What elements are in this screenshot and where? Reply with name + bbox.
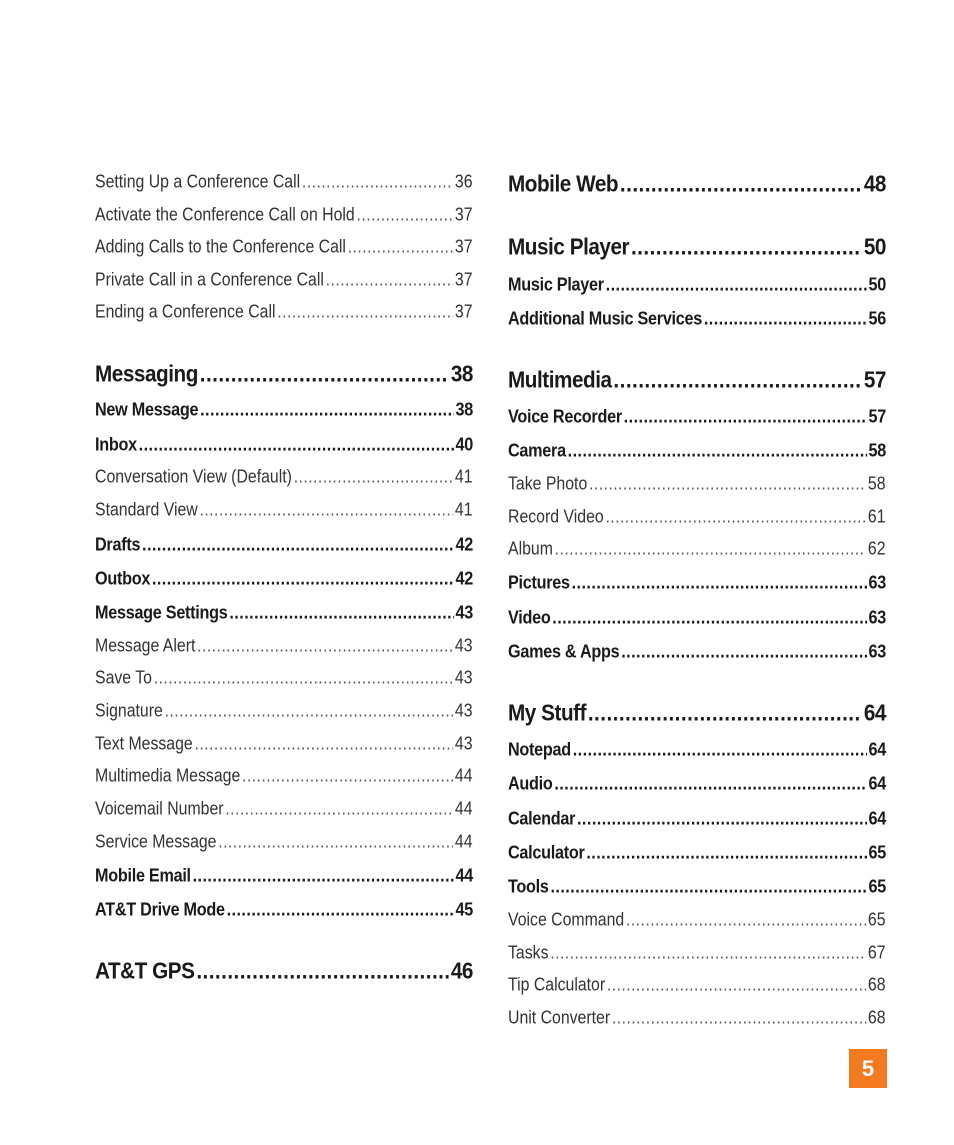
toc-entry-section[interactable] [508,608,886,629]
toc-entry-page: 43 [454,733,473,754]
toc-entry-title: Notepad [508,739,571,760]
toc-entry-title: Calculator [508,842,585,863]
toc-leader-dots [302,172,453,193]
toc-leader-dots [550,877,866,898]
toc-leader-dots [620,171,862,198]
toc-entry-section[interactable] [95,900,473,921]
toc-entry-page: 42 [455,568,473,589]
toc-entry-section[interactable] [95,435,473,456]
toc-entry-page: 43 [454,635,473,656]
toc-entry-page: 38 [450,360,473,387]
toc-entry-page: 50 [863,233,886,260]
toc-entry-page: 37 [454,236,473,257]
toc-leader-dots [165,701,454,722]
toc-entry-title: Conversation View (Default) [95,466,292,487]
toc-entry-page: 58 [868,440,886,461]
toc-leader-dots [704,309,867,330]
toc-leader-dots [613,367,862,394]
toc-leader-dots [326,270,453,291]
toc-entry-page: 36 [454,171,473,192]
toc-entry-page: 45 [455,899,473,920]
toc-leader-dots [554,774,866,795]
toc-entry-page: 64 [868,773,886,794]
toc-entry-page: 44 [454,831,473,852]
toc-entry-title: Audio [508,773,553,794]
toc-entry-title: Messaging [95,360,198,387]
toc-entry-title: Adding Calls to the Conference Call [95,236,346,257]
toc-leader-dots [606,275,867,296]
toc-entry-page: 67 [867,942,886,963]
toc-entry-title: Take Photo [508,473,588,494]
toc-entry-page: 50 [868,274,886,295]
toc-entry-sub[interactable] [95,668,473,689]
toc-entry-sub[interactable] [95,766,473,787]
toc-entry-title: Camera [508,440,566,461]
toc-leader-dots [225,799,453,820]
toc-entry-chapter[interactable] [508,700,886,727]
toc-entry-sub[interactable] [508,975,886,996]
toc-entry-page: 56 [868,308,886,329]
toc-entry-section[interactable] [508,309,886,330]
toc-entry-title: Message Alert [95,635,196,656]
toc-leader-dots [573,740,867,761]
toc-entry-sub[interactable] [95,270,473,291]
toc-entry-sub[interactable] [95,500,473,521]
toc-entry-section[interactable] [508,809,886,830]
toc-entry-title: Save To [95,667,152,688]
toc-leader-dots [612,1008,866,1029]
toc-leader-dots [200,500,454,521]
toc-entry-sub[interactable] [95,734,473,755]
toc-entry-sub[interactable] [95,172,473,193]
toc-entry-page: 64 [863,699,886,726]
page-number-badge [849,1049,887,1088]
toc-entry-title: Text Message [95,733,193,754]
toc-entry-sub[interactable] [95,205,473,226]
toc-leader-dots [193,866,454,887]
toc-entry-page: 68 [867,1007,886,1028]
toc-entry-chapter[interactable] [95,958,473,985]
toc-entry-page: 41 [454,466,473,487]
toc-entry-page: 48 [863,170,886,197]
toc-entry-title: Mobile Email [95,865,191,886]
toc-entry-chapter[interactable] [508,367,886,394]
toc-entry-sub[interactable] [508,474,886,495]
toc-leader-dots [631,234,862,261]
toc-entry-title: Calendar [508,808,576,829]
toc-entry-page: 41 [454,499,473,520]
toc-entry-title: Setting Up a Conference Call [95,171,301,192]
toc-leader-dots [588,700,862,727]
toc-leader-dots [586,843,866,864]
toc-entry-page: 61 [867,506,886,527]
toc-entry-page: 43 [454,700,473,721]
toc-entry-section[interactable] [508,843,886,864]
toc-leader-dots [139,435,454,456]
toc-entry-title: Private Call in a Conference Call [95,269,324,290]
toc-leader-dots [294,467,453,488]
toc-leader-dots [218,832,453,853]
toc-leader-dots [142,535,454,556]
toc-entry-page: 37 [454,301,473,322]
toc-entry-title: Voice Recorder [508,406,622,427]
toc-entry-page: 43 [454,667,473,688]
toc-entry-title: Tasks [508,942,549,963]
toc-leader-dots [568,441,867,462]
toc-entry-sub[interactable] [95,302,473,323]
toc-entry-sub[interactable] [95,799,473,820]
toc-leader-dots [589,474,866,495]
toc-entry-page: 44 [454,798,473,819]
toc-entry-page: 37 [454,204,473,225]
toc-entry-section[interactable] [508,275,886,296]
toc-entry-page: 58 [867,473,886,494]
toc-leader-dots [552,608,866,629]
toc-entry-title: New Message [95,399,199,420]
toc-leader-dots [605,507,866,528]
toc-leader-dots [572,573,867,594]
toc-entry-page: 65 [867,909,886,930]
toc-entry-section[interactable] [508,407,886,428]
toc-entry-page: 40 [455,434,473,455]
toc-entry-page: 65 [868,842,886,863]
toc-entry-page: 65 [868,876,886,897]
toc-leader-dots [624,407,867,428]
toc-entry-title: Games & Apps [508,641,620,662]
toc-entry-page: 68 [867,974,886,995]
toc-leader-dots [626,910,866,931]
toc-leader-dots [357,205,454,226]
toc-entry-title: Voice Command [508,909,625,930]
toc-entry-sub[interactable] [95,467,473,488]
toc-entry-title: Drafts [95,534,141,555]
toc-leader-dots [194,734,453,755]
toc-entry-section[interactable] [95,535,473,556]
toc-entry-sub[interactable] [95,701,473,722]
toc-entry-title: Unit Converter [508,1007,611,1028]
toc-leader-dots [348,237,453,258]
toc-entry-section[interactable] [508,740,886,761]
toc-entry-section[interactable] [508,642,886,663]
toc-entry-section[interactable] [508,774,886,795]
toc-entry-chapter[interactable] [95,361,473,388]
toc-entry-sub[interactable] [508,943,886,964]
toc-leader-dots [200,400,454,421]
toc-entry-page: 37 [454,269,473,290]
toc-entry-sub[interactable] [508,507,886,528]
toc-leader-dots [152,569,454,590]
toc-entry-title: Album [508,538,553,559]
toc-entry-section[interactable] [95,569,473,590]
toc-entry-page: 63 [868,572,886,593]
toc-leader-dots [229,603,453,624]
toc-entry-page: 57 [868,406,886,427]
toc-entry-sub[interactable] [95,636,473,657]
toc-leader-dots [154,668,453,689]
toc-entry-section[interactable] [508,877,886,898]
toc-entry-title: Music Player [508,274,604,295]
toc-entry-sub[interactable] [508,910,886,931]
toc-entry-page: 63 [868,641,886,662]
toc-entry-section[interactable] [95,603,473,624]
toc-entry-section[interactable] [508,573,886,594]
toc-entry-title: Inbox [95,434,137,455]
toc-entry-page: 46 [450,957,473,984]
toc-entry-title: My Stuff [508,699,587,726]
toc-entry-title: Record Video [508,506,604,527]
toc-entry-title: AT&T Drive Mode [95,899,225,920]
toc-entry-section[interactable] [95,866,473,887]
toc-leader-dots [196,958,449,985]
toc-entry-title: Outbox [95,568,151,589]
toc-entry-title: Pictures [508,572,570,593]
toc-leader-dots [277,302,453,323]
toc-entry-title: Tools [508,876,549,897]
toc-entry-page: 43 [455,602,473,623]
toc-entry-section[interactable] [508,441,886,462]
toc-entry-sub[interactable] [95,832,473,853]
toc-entry-title: Music Player [508,233,630,260]
toc-entry-page: 44 [455,865,473,886]
toc-entry-page: 63 [868,607,886,628]
toc-entry-title: Voicemail Number [95,798,224,819]
toc-entry-title: Video [508,607,551,628]
toc-leader-dots [242,766,453,787]
toc-entry-title: Mobile Web [508,170,619,197]
toc-entry-title: Multimedia [508,366,612,393]
toc-entry-section[interactable] [95,400,473,421]
toc-leader-dots [621,642,867,663]
toc-entry-sub[interactable] [508,1008,886,1029]
toc-entry-page: 57 [863,366,886,393]
toc-entry-title: Signature [95,700,163,721]
toc-entry-title: Service Message [95,831,217,852]
toc-leader-dots [555,539,866,560]
toc-entry-page: 38 [455,399,473,420]
toc-leader-dots [200,361,449,388]
toc-entry-title: Activate the Conference Call on Hold [95,204,355,225]
toc-entry-page: 64 [868,808,886,829]
toc-entry-page: 44 [454,765,473,786]
toc-entry-page: 64 [868,739,886,760]
toc-entry-title: Multimedia Message [95,765,241,786]
toc-entry-title: Tip Calculator [508,974,606,995]
toc-entry-title: Message Settings [95,602,228,623]
toc-entry-page: 42 [455,534,473,555]
toc-leader-dots [197,636,453,657]
toc-entry-title: Standard View [95,499,198,520]
toc-leader-dots [607,975,866,996]
toc-entry-sub[interactable] [508,539,886,560]
toc-entry-title: Additional Music Services [508,308,703,329]
toc-leader-dots [227,900,454,921]
toc-leader-dots [577,809,867,830]
toc-leader-dots [550,943,866,964]
toc-entry-chapter[interactable] [508,234,886,261]
toc-entry-chapter[interactable] [508,171,886,198]
toc-entry-page: 62 [867,538,886,559]
toc-entry-title: AT&T GPS [95,957,195,984]
toc-entry-title: Ending a Conference Call [95,301,276,322]
page-number: 5 [861,1055,875,1081]
toc-entry-sub[interactable] [95,237,473,258]
